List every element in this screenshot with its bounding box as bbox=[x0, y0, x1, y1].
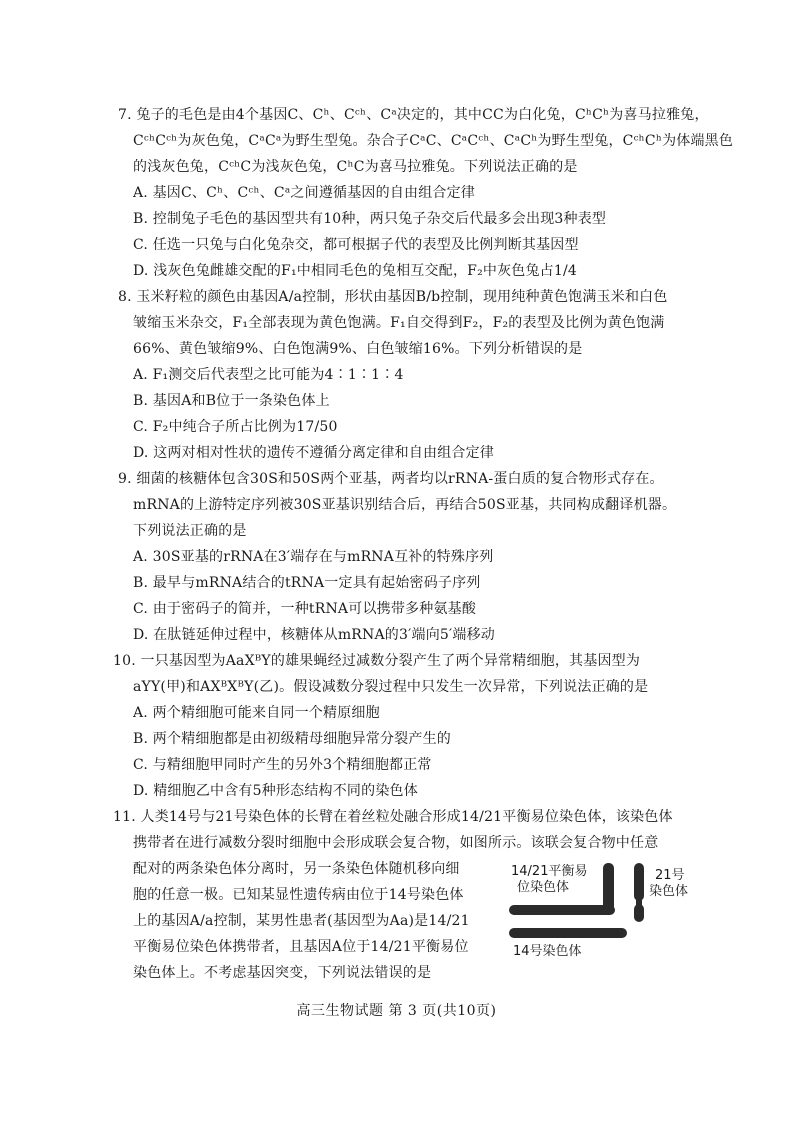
question-11-stem-line-1: 11. 人类14号与21号染色体的长臂在着丝粒处融合形成14/21平衡易位染色体，该染色体 bbox=[113, 809, 673, 825]
question-9-option-c: C. 由于密码子的简并，一种tRNA可以携带多种氨基酸 bbox=[133, 601, 477, 617]
chromosome-21-short-arm bbox=[634, 904, 644, 922]
label-chr14: 14号染色体 bbox=[513, 944, 582, 959]
question-9-option-b: B. 最早与mRNA结合的tRNA一定具有起始密码子序列 bbox=[133, 575, 481, 591]
question-8-option-d: D. 这两对相对性状的遗传不遵循分离定律和自由组合定律 bbox=[133, 445, 495, 461]
question-7-option-d: D. 浅灰色兔雌雄交配的F₁中相同毛色的兔相互交配，F₂中灰色兔占1/4 bbox=[133, 263, 578, 279]
question-10-option-a: A. 两个精细胞可能来自同一个精原细胞 bbox=[133, 705, 380, 721]
question-10-stem-line-1: 10. 一只基因型为AaXᴮY的雄果蝇经过减数分裂产生了两个异常精细胞，其基因型为 bbox=[113, 653, 641, 669]
question-8-option-c: C. F₂中纯合子所占比例为17/50 bbox=[133, 419, 338, 435]
question-10-option-d: D. 精细胞乙中含有5种形态结构不同的染色体 bbox=[133, 783, 418, 799]
translocation-chromosome-horizontal-arm bbox=[509, 905, 615, 915]
question-9-stem-line-3: 下列说法正确的是 bbox=[133, 523, 247, 539]
question-10-stem-line-2: aYY(甲)和AXᴮXᴮY(乙)。假设减数分裂过程中只发生一次异常，下列说法正确的是 bbox=[133, 679, 649, 695]
question-7-option-a: A. 基因C、Cʰ、Cᶜʰ、Cᵃ之间遵循基因的自由组合定律 bbox=[133, 185, 476, 201]
question-8-stem-line-3: 66%、黄色皱缩9%、白色饱满9%、白色皱缩16%。下列分析错误的是 bbox=[133, 341, 583, 357]
question-7-stem-line-3: 的浅灰色兔，CᶜʰC为浅灰色兔，CʰC为喜马拉雅兔。下列说法正确的是 bbox=[133, 159, 578, 175]
question-7-stem-line-2: CᶜʰCᶜʰ为灰色兔，CᵃCᵃ为野生型兔。杂合子CᵃC、CᵃCᶜʰ、CᵃCʰ为野生型兔，CᶜʰCʰ为体端黑色 bbox=[133, 133, 734, 149]
label-chr21-line-2: 染色体 bbox=[649, 884, 689, 899]
question-9-stem-line-2: mRNA的上游特定序列被30S亚基识别结合后，再结合50S亚基，共同构成翻译机器。 bbox=[133, 497, 677, 513]
chromosome-14 bbox=[509, 928, 627, 938]
chromosome-21-long-arm bbox=[634, 863, 644, 901]
label-chr21-line-1: 21号 bbox=[655, 868, 685, 883]
question-8-option-a: A. F₁测交后代表型之比可能为4∶1∶1∶4 bbox=[133, 367, 404, 383]
question-8-stem-line-1: 8. 玉米籽粒的颜色由基因A/a控制，形状由基因B/b控制，现用纯种黄色饱满玉米和白色 bbox=[118, 289, 668, 305]
translocation-chromosome-vertical-arm bbox=[603, 863, 614, 911]
question-7-stem-line-1: 7. 兔子的毛色是由4个基因C、Cʰ、Cᶜʰ、Cᵃ决定的，其中CC为白化兔，CʰCʰ为喜马拉雅兔， bbox=[118, 107, 709, 123]
question-9-stem-line-1: 9. 细菌的核糖体包含30S和50S两个亚基，两者均以rRNA-蛋白质的复合物形式存在。 bbox=[118, 471, 664, 487]
question-10-option-c: C. 与精细胞甲同时产生的另外3个精细胞都正常 bbox=[133, 757, 432, 773]
question-8-option-b: B. 基因A和B位于一条染色体上 bbox=[133, 393, 330, 409]
question-9-option-a: A. 30S亚基的rRNA在3′端存在与mRNA互补的特殊序列 bbox=[133, 549, 494, 565]
question-7-option-c: C. 任选一只兔与白化兔杂交，都可根据子代的表型及比例判断其基因型 bbox=[133, 237, 579, 253]
question-11-stem-line-6: 平衡易位染色体携带者，且基因A位于14/21平衡易位 bbox=[133, 939, 469, 955]
label-translocation-line-2: 位染色体 bbox=[517, 880, 570, 895]
question-11-stem-line-4: 胞的任意一极。已知某显性遗传病由位于14号染色体 bbox=[133, 887, 464, 903]
chromosome-synapsis-figure bbox=[505, 855, 705, 975]
question-11-stem-line-5: 上的基因A/a控制，某男性患者(基因型为Aa)是14/21 bbox=[133, 913, 470, 929]
question-11-stem-line-2: 携带者在进行减数分裂时细胞中会形成联会复合物，如图所示。该联会复合物中任意 bbox=[133, 835, 659, 851]
chromosome-diagram bbox=[505, 855, 705, 975]
question-8-stem-line-2: 皱缩玉米杂交，F₁全部表现为黄色饱满。F₁自交得到F₂，F₂的表型及比例为黄色饱满 bbox=[133, 315, 665, 331]
label-translocation-line-1: 14/21平衡易 bbox=[511, 864, 588, 879]
question-9-option-d: D. 在肽链延伸过程中，核糖体从mRNA的3′端向5′端移动 bbox=[133, 627, 495, 643]
question-11-stem-line-3: 配对的两条染色体分离时，另一条染色体随机移向细 bbox=[133, 861, 460, 877]
page-footer: 高三生物试题 第 3 页(共10页) bbox=[296, 1003, 497, 1019]
question-11-stem-line-7: 染色体上。不考虑基因突变，下列说法错误的是 bbox=[133, 965, 432, 981]
question-7-option-b: B. 控制兔子毛色的基因型共有10种，两只兔子杂交后代最多会出现3种表型 bbox=[133, 211, 607, 227]
question-10-option-b: B. 两个精细胞都是由初级精母细胞异常分裂产生的 bbox=[133, 731, 451, 747]
